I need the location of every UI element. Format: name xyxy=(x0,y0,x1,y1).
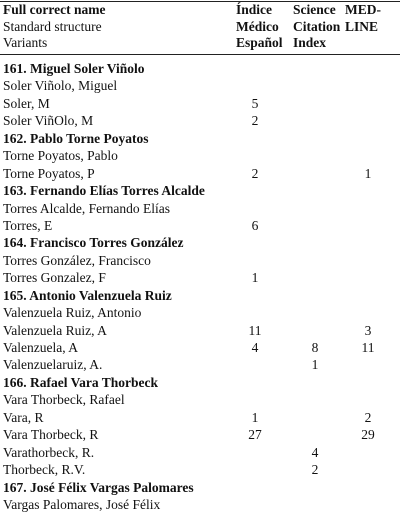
ime-count: 2 xyxy=(251,165,259,181)
row-name: Vara, R xyxy=(3,409,44,425)
row-name: Vara Thorbeck, R xyxy=(3,427,99,443)
table-row xyxy=(0,426,400,443)
header-name-line1: Full correct name xyxy=(3,2,106,17)
row-name: Valenzuela, A xyxy=(3,340,78,355)
table-row-heading xyxy=(0,287,400,304)
ime-count: 2 xyxy=(251,113,259,129)
table-row xyxy=(0,496,400,513)
row-name: 167. José Félix Vargas Palomares xyxy=(3,479,194,495)
table-row xyxy=(0,356,400,373)
table-row xyxy=(0,217,400,234)
ime-count: 11 xyxy=(248,322,262,338)
row-name: Torne Poyatos, Pablo xyxy=(3,148,118,164)
row-name: Soler Viñolo, Miguel xyxy=(3,78,118,94)
table-row xyxy=(0,252,400,269)
table-row xyxy=(0,322,400,339)
table-row-heading xyxy=(0,182,400,199)
sci-count: 4 xyxy=(311,444,319,460)
table-row-heading xyxy=(0,479,400,496)
table-row xyxy=(0,95,400,112)
header-name-line3: Variants xyxy=(3,35,48,50)
header-sci-line2: Citation xyxy=(293,18,341,34)
table-row xyxy=(0,269,400,286)
header-medline-line1: MED- xyxy=(345,2,381,17)
row-name: 162. Pablo Torne Poyatos xyxy=(3,130,149,146)
row-name: 161. Miguel Soler Viñolo xyxy=(3,61,145,76)
table-row-heading xyxy=(0,130,400,147)
table-row-heading xyxy=(0,60,400,77)
sci-count: 1 xyxy=(311,357,319,373)
table-body xyxy=(0,60,400,513)
table-row-heading xyxy=(0,374,400,391)
header-sci-line3: Index xyxy=(293,35,327,50)
medline-count: 2 xyxy=(364,409,372,425)
row-name: Soler, M xyxy=(3,95,50,111)
row-name: Vara Thorbeck, Rafael xyxy=(3,392,125,408)
header-name-column xyxy=(3,2,105,52)
row-name: Thorbeck, R.V. xyxy=(3,462,86,478)
medline-count: 11 xyxy=(361,340,375,355)
header-ime-line3: Español xyxy=(236,35,283,50)
header-medline-column xyxy=(345,2,381,35)
ime-count: 27 xyxy=(248,427,262,443)
medline-count: 1 xyxy=(364,165,372,181)
header-name-line2: Standard structure xyxy=(3,18,102,34)
table-row xyxy=(0,409,400,426)
row-name: Soler ViñOlo, M xyxy=(3,113,94,129)
row-name: Valenzuela Ruiz, Antonio xyxy=(3,305,142,321)
row-name: Torne Poyatos, P xyxy=(3,165,95,181)
sci-count: 8 xyxy=(311,340,319,355)
header-sci-column xyxy=(293,2,340,52)
ime-count: 6 xyxy=(251,217,259,233)
row-name: Varathorbeck, R. xyxy=(3,444,95,460)
row-name: Torres, E xyxy=(3,217,53,233)
row-name: 164. Francisco Torres González xyxy=(3,235,184,251)
table-row xyxy=(0,112,400,129)
ime-count: 4 xyxy=(251,340,259,355)
sci-count: 2 xyxy=(311,462,319,478)
table-row xyxy=(0,200,400,217)
row-name: Torres González, Francisco xyxy=(3,252,151,268)
row-name: 165. Antonio Valenzuela Ruiz xyxy=(3,287,172,303)
medline-count: 29 xyxy=(361,427,375,443)
row-name: Torres Alcalde, Fernando Elías xyxy=(3,200,171,216)
row-name: Valenzuelaruiz, A. xyxy=(3,357,103,373)
row-name: 166. Rafael Vara Thorbeck xyxy=(3,374,159,390)
header-rule xyxy=(0,54,400,55)
header-medline-line2: LINE xyxy=(345,18,379,34)
medline-count: 3 xyxy=(364,322,372,338)
table-row xyxy=(0,339,400,356)
header-ime-column xyxy=(236,2,283,52)
table-row xyxy=(0,461,400,478)
table-row xyxy=(0,147,400,164)
row-name: Torres Gonzalez, F xyxy=(3,270,106,286)
table-row xyxy=(0,391,400,408)
header-ime-line2: Médico xyxy=(236,18,279,34)
row-name: Vargas Palomares, José Félix xyxy=(3,496,161,512)
row-name: Valenzuela Ruiz, A xyxy=(3,322,107,338)
table-row xyxy=(0,304,400,321)
ime-count: 1 xyxy=(251,409,259,425)
table-row xyxy=(0,77,400,94)
ime-count: 1 xyxy=(251,270,259,286)
table-row xyxy=(0,165,400,182)
row-name: 163. Fernando Elías Torres Alcalde xyxy=(3,183,205,199)
ime-count: 5 xyxy=(251,95,259,111)
header-ime-line1: Índice xyxy=(236,2,273,17)
table-row-heading xyxy=(0,234,400,251)
table-row xyxy=(0,444,400,461)
header-sci-line1: Science xyxy=(293,2,336,17)
